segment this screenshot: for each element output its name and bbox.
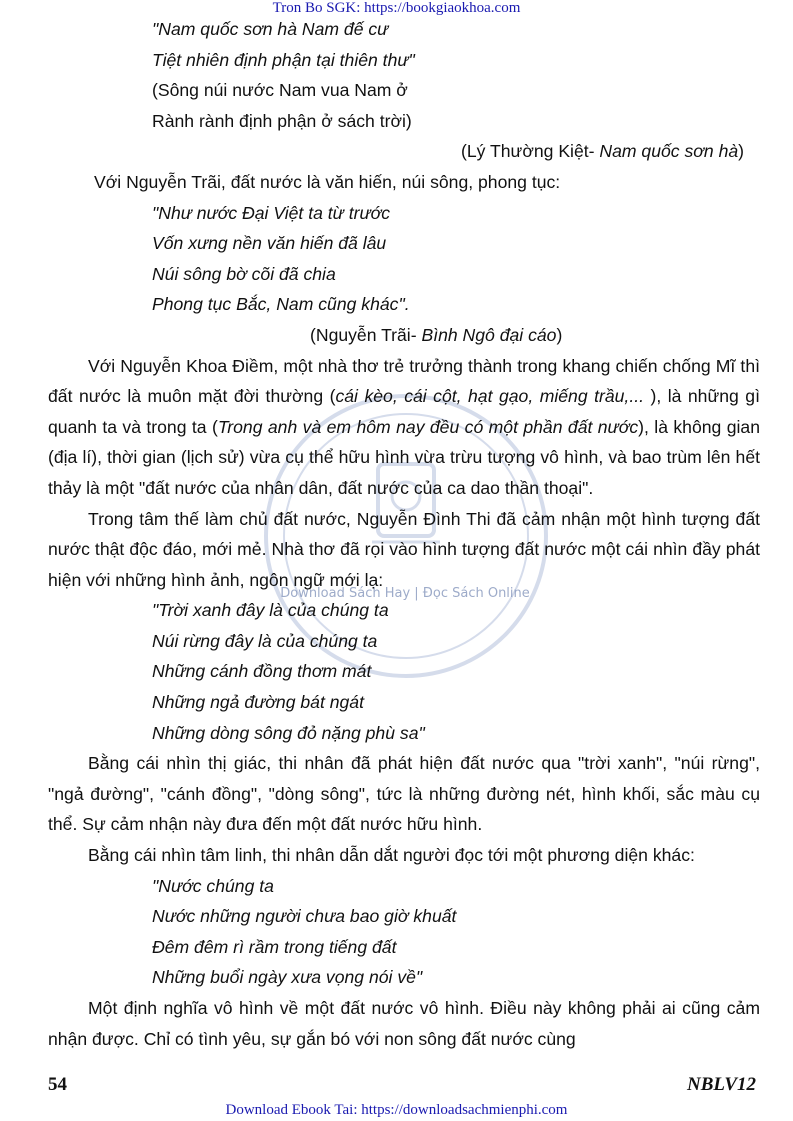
citation: (Lý Thường Kiệt- Nam quốc sơn hà) <box>461 141 744 162</box>
verse-line: Những cánh đồng thơm mát <box>152 661 372 682</box>
verse-line: "Trời xanh đây là của chúng ta <box>152 600 389 621</box>
paragraph: Bằng cái nhìn tâm linh, thi nhân dẫn dắt người đọc tới một phương diện khác: <box>88 845 695 866</box>
verse-line: Phong tục Bắc, Nam cũng khác". <box>152 294 410 315</box>
verse-line: Núi rừng đây là của chúng ta <box>152 630 378 651</box>
watermark-text: Download Sách Hay | Đọc Sách Online <box>280 586 530 601</box>
verse-line: "Nước chúng ta <box>152 875 274 896</box>
book-code: NBLV12 <box>687 1074 756 1095</box>
paragraph: Với Nguyễn Khoa Điềm, một nhà thơ trẻ trưởng thành trong khang chiến chống Mĩ thì đất nước là muôn mặt đời thường (cái kèo, cái cột, hạt gạo, miếng trầu,... ), là những gì quanh ta và trong ta (Trong anh và em hôm nay đều có một phần đất nước), là không gian (địa lí), thời gian (lịch sử) vừa cụ thể hữu hình vừa trừu tượng vô hình, và bao trùm lên hết thảy là một "đất nước của nhân dân, đất nước của ca dao thần thoại". <box>48 355 760 498</box>
verse-line: Đêm đêm rì rầm trong tiếng đất <box>152 936 397 957</box>
verse-line: "Nam quốc sơn hà Nam đế cư <box>152 19 389 39</box>
paragraph: Bằng cái nhìn thị giác, thi nhân đã phát hiện đất nước qua "trời xanh", "núi rừng", "ngả đường", "cánh đồng", "dòng sông", tức là những đường nét, hình khối, sắc màu cụ thể. Sự cảm nhận này đưa đến một đất nước hữu hình. <box>48 753 760 835</box>
paragraph: Trong tâm thế làm chủ đất nước, Nguyễn Đình Thi đã cảm nhận một hình tượng đất nước thật độc đáo, mới mẻ. Nhà thơ đã rọi vào hình tượng đất nước một cái nhìn đầy phát hiện với những hình ảnh, ngôn ngữ mới lạ: <box>48 508 760 590</box>
verse-line: Những dòng sông đỏ nặng phù sa" <box>152 722 425 743</box>
paragraph: Một định nghĩa vô hình về một đất nước vô hình. Điều này không phải ai cũng cảm nhận được. Chỉ có tình yêu, sự gắn bó với non sông đất nước cùng <box>48 998 760 1049</box>
verse-line: Rành rành định phận ở sách trời) <box>152 110 412 131</box>
page-footer <box>48 1074 756 1098</box>
verse-line: Tiệt nhiên định phận tại thiên thư" <box>152 49 415 70</box>
verse-line: Những buổi ngày xưa vọng nói về" <box>152 967 423 988</box>
verse-line: Núi sông bờ cõi đã chia <box>152 263 336 284</box>
verse-line: Nước những người chưa bao giờ khuất <box>152 906 457 927</box>
verse-line: "Như nước Đại Việt ta từ trước <box>152 202 391 223</box>
download-banner: Download Ebook Tai: https://downloadsachmienphi.com <box>225 1102 568 1118</box>
header-banner: Tron Bo SGK: https://bookgiaokhoa.com <box>272 0 521 16</box>
paragraph-line: Với Nguyễn Trãi, đất nước là văn hiến, núi sông, phong tục: <box>94 171 561 192</box>
page-body <box>48 14 760 1054</box>
verse-line: Vốn xưng nền văn hiến đã lâu <box>152 233 387 254</box>
verse-line: Những ngả đường bát ngát <box>152 692 364 713</box>
verse-line: (Sông núi nước Nam vua Nam ở <box>152 80 408 101</box>
citation: (Nguyễn Trãi- Bình Ngô đại cáo) <box>310 324 563 345</box>
page-number: 54 <box>48 1074 67 1095</box>
